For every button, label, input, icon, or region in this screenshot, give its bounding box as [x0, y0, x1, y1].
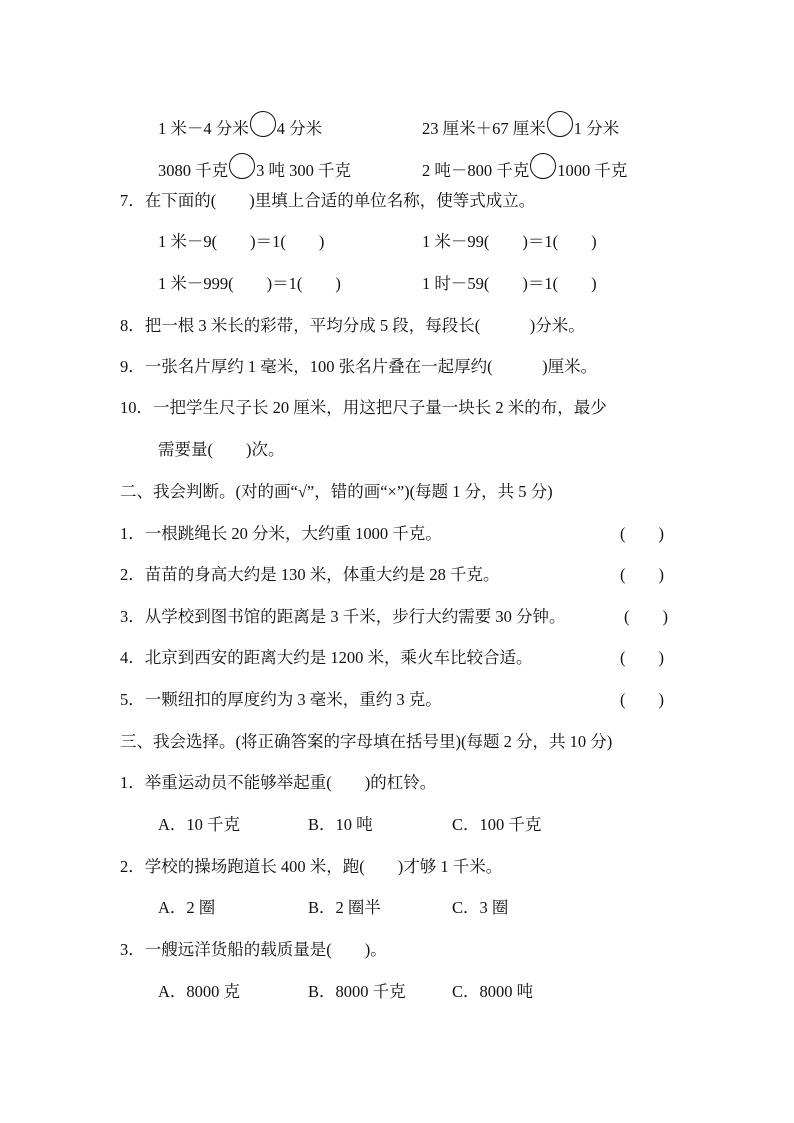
answer-circle[interactable]	[250, 111, 276, 137]
answer-circle[interactable]	[530, 153, 556, 179]
choice-q2-option-c[interactable]: C．3 圈	[452, 898, 509, 917]
compare-expr: 2 吨－800 千克	[422, 161, 530, 180]
section3-title: 三、我会选择。(将正确答案的字母填在括号里)(每题 2 分，共 10 分)	[120, 732, 613, 751]
judge-item-1: 1．一根跳绳长 20 分米，大约重 1000 千克。	[120, 524, 442, 543]
compare-expr: 3 吨 300 千克	[256, 161, 351, 180]
answer-circle[interactable]	[229, 153, 255, 179]
choice-q2-option-a[interactable]: A．2 圈	[158, 898, 216, 917]
q9[interactable]: 9．一张名片厚约 1 毫米，100 张名片叠在一起厚约( )厘米。	[120, 357, 598, 376]
compare-row2-right	[422, 153, 628, 180]
q7-item-a[interactable]: 1 米－9( )＝1( )	[158, 232, 325, 251]
compare-expr: 4 分米	[276, 119, 323, 138]
compare-expr: 1 米－4 分米	[158, 119, 249, 138]
choice-q1-option-b[interactable]: B．10 吨	[308, 815, 373, 834]
choice-q2-stem[interactable]: 2．学校的操场跑道长 400 米，跑( )才够 1 千米。	[120, 857, 503, 876]
answer-circle[interactable]	[547, 111, 573, 137]
choice-q3-option-a[interactable]: A．8000 克	[158, 982, 241, 1001]
judge-answer-3[interactable]: ( )	[624, 607, 668, 626]
compare-expr: 1 分米	[573, 119, 620, 138]
q7-item-d[interactable]: 1 时－59( )＝1( )	[422, 274, 597, 293]
judge-item-2: 2．苗苗的身高大约是 130 米，体重大约是 28 千克。	[120, 565, 500, 584]
q10-line1: 10．一把学生尺子长 20 厘米，用这把尺子量一块长 2 米的布，最少	[120, 398, 607, 417]
compare-expr: 1000 千克	[557, 161, 628, 180]
choice-q1-option-c[interactable]: C．100 千克	[452, 815, 542, 834]
compare-expr: 23 厘米＋67 厘米	[422, 119, 546, 138]
judge-item-4: 4．北京到西安的距离大约是 1200 米，乘火车比较合适。	[120, 648, 533, 667]
judge-item-5: 5．一颗纽扣的厚度约为 3 毫米，重约 3 克。	[120, 690, 442, 709]
choice-q1-option-a[interactable]: A．10 千克	[158, 815, 241, 834]
judge-answer-4[interactable]: ( )	[620, 648, 664, 667]
judge-item-3: 3．从学校到图书馆的距离是 3 千米，步行大约需要 30 分钟。	[120, 607, 566, 626]
judge-answer-1[interactable]: ( )	[620, 524, 664, 543]
compare-row1-left	[158, 111, 323, 138]
choice-q3-option-b[interactable]: B．8000 千克	[308, 982, 406, 1001]
compare-expr: 3080 千克	[158, 161, 229, 180]
judge-answer-5[interactable]: ( )	[620, 690, 664, 709]
section2-title: 二、我会判断。(对的画“√”，错的画“×”)(每题 1 分，共 5 分)	[120, 482, 553, 501]
choice-q2-option-b[interactable]: B．2 圈半	[308, 898, 381, 917]
q7-item-c[interactable]: 1 米－999( )＝1( )	[158, 274, 341, 293]
q10-line2[interactable]: 需要量( )次。	[158, 440, 285, 459]
q7-stem: 7．在下面的( )里填上合适的单位名称，使等式成立。	[120, 191, 536, 210]
q7-item-b[interactable]: 1 米－99( )＝1( )	[422, 232, 597, 251]
compare-row2-left	[158, 153, 351, 180]
q8[interactable]: 8．把一根 3 米长的彩带，平均分成 5 段，每段长( )分米。	[120, 316, 585, 335]
compare-row1-right	[422, 111, 620, 138]
choice-q3-option-c[interactable]: C．8000 吨	[452, 982, 534, 1001]
judge-answer-2[interactable]: ( )	[620, 565, 664, 584]
choice-q3-stem[interactable]: 3．一艘远洋货船的载质量是( )。	[120, 940, 387, 959]
choice-q1-stem[interactable]: 1．举重运动员不能够举起重( )的杠铃。	[120, 773, 437, 792]
